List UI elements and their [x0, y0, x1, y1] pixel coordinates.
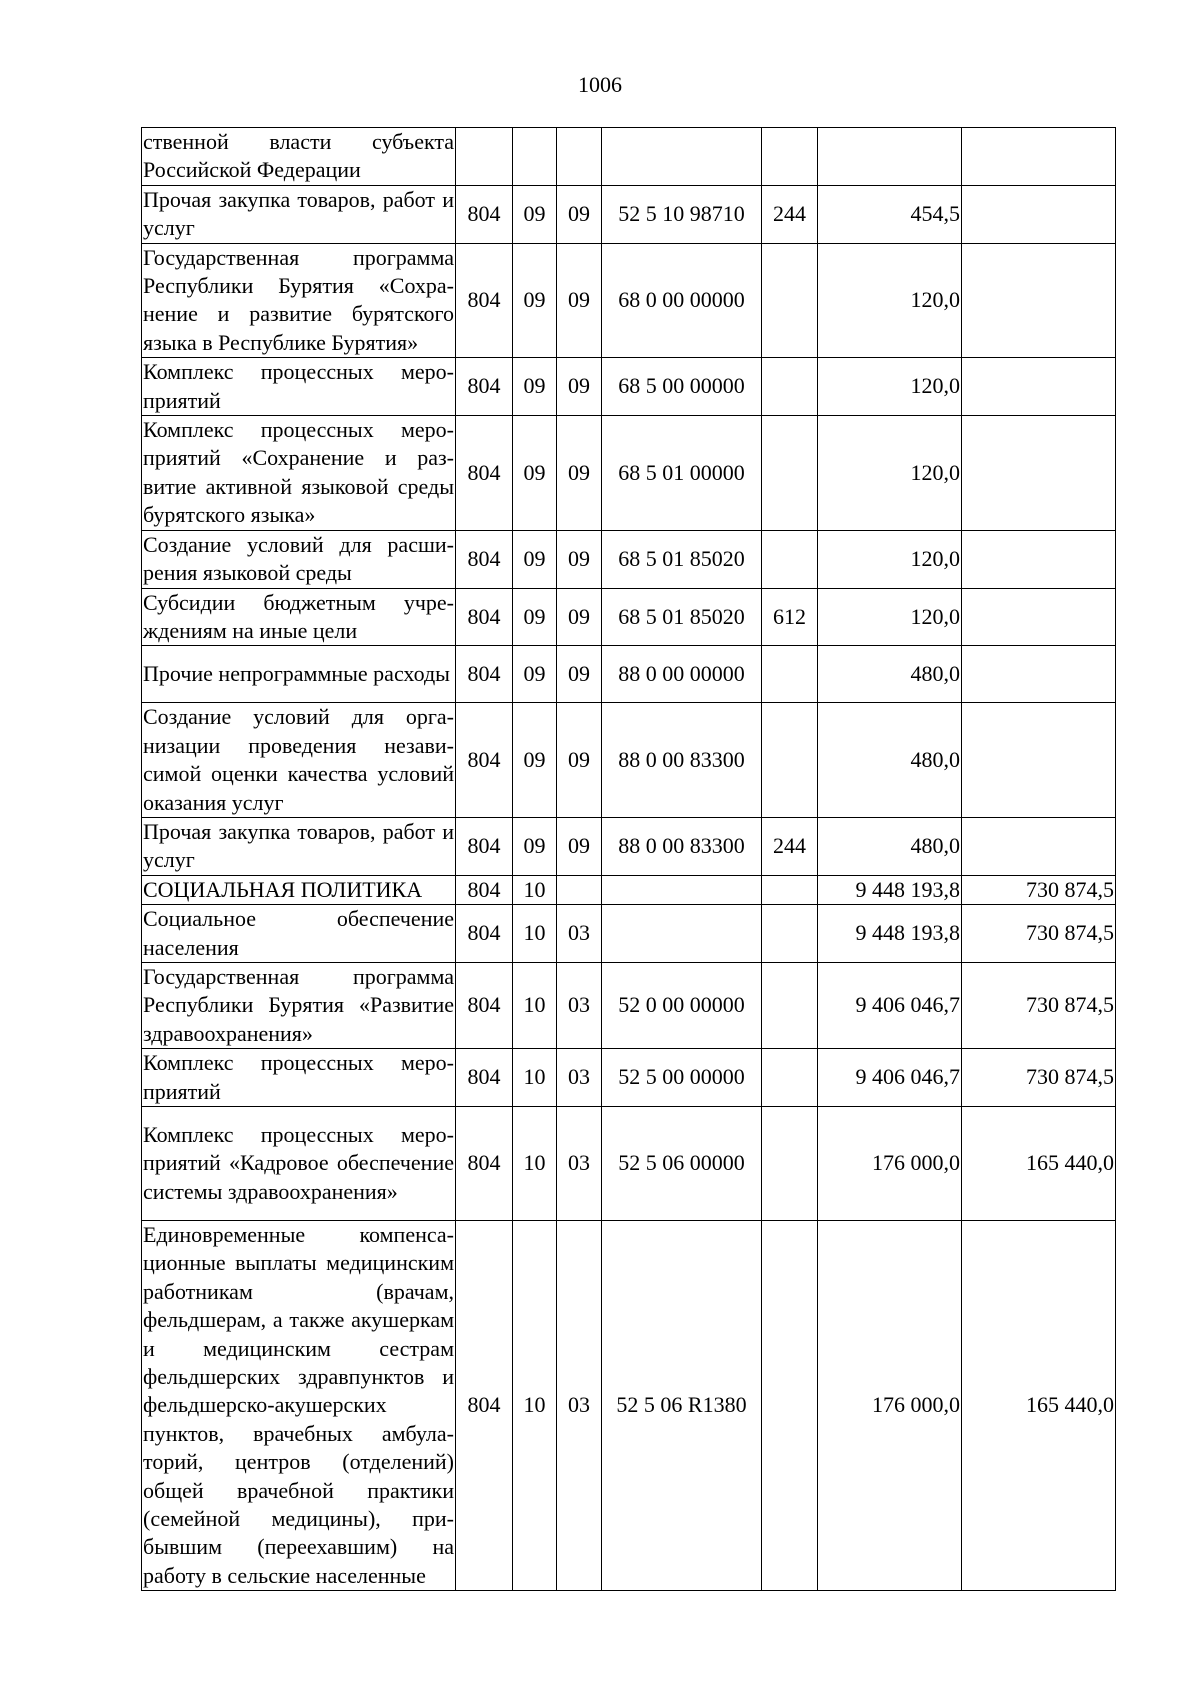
item-name-cell: Прочие непрограммные расходы: [142, 646, 456, 703]
expense-type-cell: [762, 1049, 818, 1107]
section-code-cell: 09: [513, 703, 557, 818]
target-article-cell: 88 0 00 83300: [602, 703, 762, 818]
section-code-cell: 09: [513, 358, 557, 416]
item-name-cell: Субсидии бюджетным учреждениям на иные цели: [142, 588, 456, 646]
table-row: [142, 875, 1116, 904]
table-row: [142, 185, 1116, 243]
amount-cell: 176 000,0: [818, 1107, 962, 1221]
amount-cell: 9 406 046,7: [818, 1049, 962, 1107]
section-code-cell: 10: [513, 962, 557, 1048]
table-row: [142, 530, 1116, 588]
section-code-cell: 09: [513, 588, 557, 646]
section-code-cell: 10: [513, 1049, 557, 1107]
item-name-cell: Прочая закупка товаров, работ и услуг: [142, 817, 456, 875]
subsection-code-cell: 09: [557, 243, 602, 358]
subsection-code-cell: 09: [557, 646, 602, 703]
section-code-cell: 10: [513, 905, 557, 963]
amount-cell: 480,0: [818, 817, 962, 875]
admin-code-cell: 804: [456, 243, 513, 358]
amount-cell: 9 406 046,7: [818, 962, 962, 1048]
federal-amount-cell: 730 874,5: [962, 1049, 1116, 1107]
table-row: [142, 703, 1116, 818]
item-name-cell: Социальное обеспечение населения: [142, 905, 456, 963]
amount-cell: 120,0: [818, 588, 962, 646]
federal-amount-cell: [962, 530, 1116, 588]
amount-cell: 454,5: [818, 185, 962, 243]
expense-type-cell: 244: [762, 817, 818, 875]
subsection-code-cell: 03: [557, 962, 602, 1048]
expense-type-cell: [762, 1221, 818, 1591]
item-name-cell: СОЦИАЛЬНАЯ ПОЛИТИКА: [142, 875, 456, 904]
subsection-code-cell: [557, 875, 602, 904]
expense-type-cell: [762, 905, 818, 963]
target-article-cell: 68 0 00 00000: [602, 243, 762, 358]
admin-code-cell: 804: [456, 962, 513, 1048]
section-code-cell: 09: [513, 530, 557, 588]
subsection-code-cell: [557, 128, 602, 186]
federal-amount-cell: [962, 128, 1116, 186]
subsection-code-cell: 03: [557, 1107, 602, 1221]
subsection-code-cell: 03: [557, 1049, 602, 1107]
federal-amount-cell: [962, 243, 1116, 358]
item-name-cell: ственной власти субъекта Российской Федерации: [142, 128, 456, 186]
target-article-cell: 52 5 10 98710: [602, 185, 762, 243]
table-row: [142, 646, 1116, 703]
subsection-code-cell: 09: [557, 358, 602, 416]
section-code-cell: 09: [513, 185, 557, 243]
admin-code-cell: 804: [456, 875, 513, 904]
item-name-cell: Комплекс процессных мероприятий: [142, 1049, 456, 1107]
item-name-cell: Государственная программа Республики Бурятия «Развитие здравоохранения»: [142, 962, 456, 1048]
target-article-cell: [602, 875, 762, 904]
expense-type-cell: [762, 128, 818, 186]
admin-code-cell: 804: [456, 1221, 513, 1591]
subsection-code-cell: 09: [557, 530, 602, 588]
target-article-cell: 88 0 00 00000: [602, 646, 762, 703]
federal-amount-cell: [962, 646, 1116, 703]
table-row: [142, 962, 1116, 1048]
federal-amount-cell: [962, 703, 1116, 818]
budget-table: [141, 127, 1116, 1591]
amount-cell: 120,0: [818, 243, 962, 358]
admin-code-cell: [456, 128, 513, 186]
subsection-code-cell: 09: [557, 817, 602, 875]
table-row: [142, 416, 1116, 531]
federal-amount-cell: 730 874,5: [962, 905, 1116, 963]
federal-amount-cell: 730 874,5: [962, 962, 1116, 1048]
admin-code-cell: 804: [456, 703, 513, 818]
item-name-cell: Единовременные компенсационные выплаты медицинским работникам (врачам, фельдшерам, а также акушеркам и медицинским сестрам фельдшерских здравпунктов и фельдшерско-акушерских пунктов, врачебных амбулаторий, центров (отделений) общей врачебной практики (семейной медицины), прибывшим (переехавшим) на работу в сельские населенные: [142, 1221, 456, 1591]
admin-code-cell: 804: [456, 646, 513, 703]
expense-type-cell: [762, 416, 818, 531]
expense-type-cell: [762, 875, 818, 904]
page-number: 1006: [578, 72, 622, 97]
federal-amount-cell: [962, 358, 1116, 416]
table-row: [142, 243, 1116, 358]
table-row: [142, 128, 1116, 186]
federal-amount-cell: 730 874,5: [962, 875, 1116, 904]
table-row: [142, 1049, 1116, 1107]
expense-type-cell: 244: [762, 185, 818, 243]
amount-cell: 9 448 193,8: [818, 875, 962, 904]
admin-code-cell: 804: [456, 1107, 513, 1221]
federal-amount-cell: [962, 185, 1116, 243]
table-row: [142, 588, 1116, 646]
table-row: [142, 1221, 1116, 1591]
target-article-cell: 88 0 00 83300: [602, 817, 762, 875]
admin-code-cell: 804: [456, 1049, 513, 1107]
target-article-cell: 68 5 00 00000: [602, 358, 762, 416]
item-name-cell: Комплекс процессных мероприятий «Кадровое обеспечение системы здравоохранения»: [142, 1107, 456, 1221]
expense-type-cell: [762, 646, 818, 703]
admin-code-cell: 804: [456, 905, 513, 963]
federal-amount-cell: 165 440,0: [962, 1107, 1116, 1221]
section-code-cell: 10: [513, 875, 557, 904]
admin-code-cell: 804: [456, 358, 513, 416]
target-article-cell: 52 5 06 00000: [602, 1107, 762, 1221]
expense-type-cell: [762, 962, 818, 1048]
admin-code-cell: 804: [456, 185, 513, 243]
subsection-code-cell: 03: [557, 1221, 602, 1591]
section-code-cell: 10: [513, 1107, 557, 1221]
item-name-cell: Комплекс процессных мероприятий: [142, 358, 456, 416]
item-name-cell: Прочая закупка товаров, работ и услуг: [142, 185, 456, 243]
amount-cell: 9 448 193,8: [818, 905, 962, 963]
amount-cell: 120,0: [818, 358, 962, 416]
subsection-code-cell: 09: [557, 588, 602, 646]
section-code-cell: 09: [513, 646, 557, 703]
section-code-cell: 09: [513, 817, 557, 875]
table-row: [142, 358, 1116, 416]
subsection-code-cell: 09: [557, 185, 602, 243]
federal-amount-cell: [962, 817, 1116, 875]
amount-cell: 120,0: [818, 416, 962, 531]
target-article-cell: 68 5 01 85020: [602, 530, 762, 588]
expense-type-cell: [762, 358, 818, 416]
federal-amount-cell: [962, 416, 1116, 531]
table-row: [142, 817, 1116, 875]
expense-type-cell: [762, 703, 818, 818]
target-article-cell: [602, 128, 762, 186]
item-name-cell: Создание условий для расширения языковой среды: [142, 530, 456, 588]
section-code-cell: 09: [513, 416, 557, 531]
item-name-cell: Государственная программа Республики Бурятия «Сохранение и развитие бурятского языка в Республике Бурятия»: [142, 243, 456, 358]
expense-type-cell: [762, 530, 818, 588]
subsection-code-cell: 03: [557, 905, 602, 963]
item-name-cell: Создание условий для организации проведения независимой оценки качества условий оказания услуг: [142, 703, 456, 818]
amount-cell: 480,0: [818, 646, 962, 703]
target-article-cell: 52 5 00 00000: [602, 1049, 762, 1107]
section-code-cell: 09: [513, 243, 557, 358]
admin-code-cell: 804: [456, 530, 513, 588]
expense-type-cell: [762, 1107, 818, 1221]
budget-table-body: [142, 128, 1116, 1591]
amount-cell: 120,0: [818, 530, 962, 588]
amount-cell: 176 000,0: [818, 1221, 962, 1591]
federal-amount-cell: 165 440,0: [962, 1221, 1116, 1591]
target-article-cell: 52 5 06 R1380: [602, 1221, 762, 1591]
admin-code-cell: 804: [456, 817, 513, 875]
expense-type-cell: 612: [762, 588, 818, 646]
table-row: [142, 1107, 1116, 1221]
target-article-cell: 68 5 01 00000: [602, 416, 762, 531]
section-code-cell: [513, 128, 557, 186]
federal-amount-cell: [962, 588, 1116, 646]
amount-cell: 480,0: [818, 703, 962, 818]
table-row: [142, 905, 1116, 963]
admin-code-cell: 804: [456, 588, 513, 646]
section-code-cell: 10: [513, 1221, 557, 1591]
subsection-code-cell: 09: [557, 416, 602, 531]
admin-code-cell: 804: [456, 416, 513, 531]
amount-cell: [818, 128, 962, 186]
expense-type-cell: [762, 243, 818, 358]
item-name-cell: Комплекс процессных мероприятий «Сохранение и развитие активной языковой среды бурятского языка»: [142, 416, 456, 531]
subsection-code-cell: 09: [557, 703, 602, 818]
target-article-cell: 52 0 00 00000: [602, 962, 762, 1048]
target-article-cell: [602, 905, 762, 963]
target-article-cell: 68 5 01 85020: [602, 588, 762, 646]
